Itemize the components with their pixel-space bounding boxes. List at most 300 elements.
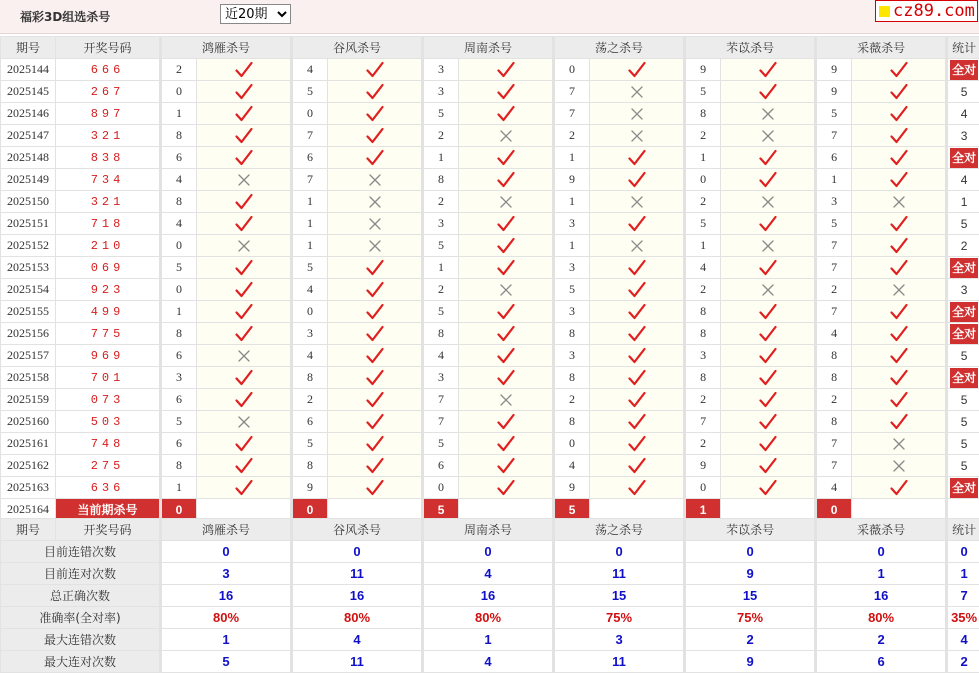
result-cell	[590, 455, 685, 477]
stats-label: 总正确次数	[1, 585, 161, 607]
check-icon	[889, 126, 909, 146]
result-cell	[852, 147, 947, 169]
period-cell: 2025148	[1, 147, 56, 169]
result-cell	[459, 213, 554, 235]
stat-cell: 2	[947, 235, 979, 257]
cross-icon	[365, 214, 385, 234]
kill-number-cell: 5	[685, 81, 721, 103]
result-cell	[721, 433, 816, 455]
cross-icon	[496, 390, 516, 410]
stats-value: 4	[292, 629, 423, 651]
check-icon	[627, 60, 647, 80]
result-cell	[590, 411, 685, 433]
check-icon	[758, 434, 778, 454]
stats-value: 15	[554, 585, 685, 607]
check-icon	[889, 214, 909, 234]
check-icon	[889, 170, 909, 190]
kill-number-cell: 2	[423, 191, 459, 213]
check-icon	[627, 456, 647, 476]
cross-icon	[496, 192, 516, 212]
result-cell	[721, 301, 816, 323]
stats-value: 3	[161, 563, 292, 585]
kill-number-cell: 3	[292, 323, 328, 345]
stat-cell	[947, 301, 979, 323]
result-cell	[197, 389, 292, 411]
result-cell	[590, 323, 685, 345]
all-correct-badge: 全对	[950, 302, 978, 322]
result-cell	[328, 367, 423, 389]
kill-number-cell: 2	[685, 191, 721, 213]
check-icon	[758, 148, 778, 168]
result-cell	[328, 213, 423, 235]
result-cell	[590, 345, 685, 367]
result-cell	[197, 411, 292, 433]
kill-number-cell: 7	[816, 235, 852, 257]
stats-label: 目前连错次数	[1, 541, 161, 563]
page-title: 福彩3D组选杀号	[20, 8, 110, 25]
table-row	[1, 411, 979, 433]
kill-number-cell: 8	[554, 323, 590, 345]
kill-number-cell: 7	[423, 389, 459, 411]
kill-number-cell: 8	[161, 191, 197, 213]
draw-number-cell: 666	[56, 59, 161, 81]
kill-number-cell: 8	[685, 103, 721, 125]
stats-value: 2	[685, 629, 816, 651]
table-row	[1, 477, 979, 499]
result-cell	[459, 411, 554, 433]
result-cell	[590, 301, 685, 323]
col-header-predictor: 周南杀号	[423, 37, 554, 59]
check-icon	[365, 82, 385, 102]
table-row	[1, 169, 979, 191]
check-icon	[365, 104, 385, 124]
check-icon	[758, 302, 778, 322]
result-cell	[328, 147, 423, 169]
check-icon	[889, 148, 909, 168]
kill-number-cell: 2	[816, 389, 852, 411]
draw-number-cell: 503	[56, 411, 161, 433]
stats-value: 3	[554, 629, 685, 651]
kill-number-cell: 2	[423, 125, 459, 147]
stat-cell: 5	[947, 213, 979, 235]
all-correct-badge: 全对	[950, 478, 978, 498]
col-header-predictor: 鸿雁杀号	[161, 37, 292, 59]
check-icon	[496, 82, 516, 102]
table-row	[1, 389, 979, 411]
cross-icon	[889, 456, 909, 476]
kill-number-cell: 2	[292, 389, 328, 411]
kill-number-cell: 1	[423, 257, 459, 279]
check-icon	[889, 302, 909, 322]
kill-number-cell: 1	[554, 147, 590, 169]
period-cell: 2025158	[1, 367, 56, 389]
stats-value: 80%	[161, 607, 292, 629]
result-cell	[328, 477, 423, 499]
check-icon	[758, 214, 778, 234]
check-icon	[496, 368, 516, 388]
kill-number-cell: 0	[685, 169, 721, 191]
stats-row	[1, 651, 979, 673]
range-select[interactable]	[220, 4, 291, 24]
result-cell	[590, 389, 685, 411]
check-icon	[627, 412, 647, 432]
result-cell	[459, 323, 554, 345]
result-cell	[590, 477, 685, 499]
result-cell	[328, 81, 423, 103]
result-cell	[852, 257, 947, 279]
result-cell	[197, 323, 292, 345]
check-icon	[627, 368, 647, 388]
col-header-predictor: 谷风杀号	[292, 37, 423, 59]
result-cell	[590, 169, 685, 191]
check-icon	[496, 412, 516, 432]
kill-number-cell: 0	[161, 279, 197, 301]
result-cell	[852, 103, 947, 125]
check-icon	[365, 434, 385, 454]
stats-value: 75%	[685, 607, 816, 629]
result-cell	[328, 235, 423, 257]
kill-number-cell: 7	[685, 411, 721, 433]
check-icon	[758, 478, 778, 498]
period-cell: 2025160	[1, 411, 56, 433]
draw-number-cell: 775	[56, 323, 161, 345]
kill-number-cell: 5	[292, 81, 328, 103]
check-icon	[496, 170, 516, 190]
table-row	[1, 301, 979, 323]
stats-total: 4	[947, 629, 979, 651]
table-row	[1, 455, 979, 477]
cross-icon	[758, 236, 778, 256]
result-cell	[590, 191, 685, 213]
kill-number-cell: 3	[423, 213, 459, 235]
stat-cell: 5	[947, 389, 979, 411]
result-cell	[721, 103, 816, 125]
check-icon	[889, 390, 909, 410]
check-icon	[758, 456, 778, 476]
top-bar	[0, 0, 979, 34]
check-icon	[234, 280, 254, 300]
result-cell	[197, 301, 292, 323]
period-cell: 2025145	[1, 81, 56, 103]
stats-label: 最大连对次数	[1, 651, 161, 673]
kill-number-cell: 7	[554, 81, 590, 103]
cross-icon	[234, 170, 254, 190]
stats-header-predictor: 芣苡杀号	[685, 519, 816, 541]
check-icon	[889, 478, 909, 498]
cross-icon	[496, 280, 516, 300]
check-icon	[758, 258, 778, 278]
period-cell: 2025146	[1, 103, 56, 125]
check-icon	[496, 104, 516, 124]
check-icon	[365, 302, 385, 322]
stats-value: 80%	[292, 607, 423, 629]
stat-cell: 5	[947, 433, 979, 455]
check-icon	[234, 302, 254, 322]
kill-number-cell: 9	[816, 59, 852, 81]
result-cell	[852, 169, 947, 191]
kill-number-cell: 1	[292, 235, 328, 257]
check-icon	[234, 390, 254, 410]
result-cell	[197, 433, 292, 455]
stat-cell: 4	[947, 169, 979, 191]
all-correct-badge: 全对	[950, 324, 978, 344]
result-cell	[852, 455, 947, 477]
stats-total: 1	[947, 563, 979, 585]
result-cell	[328, 279, 423, 301]
kill-number-cell: 5	[423, 433, 459, 455]
period-cell: 2025144	[1, 59, 56, 81]
check-icon	[234, 214, 254, 234]
kill-number-cell: 7	[816, 455, 852, 477]
table-row	[1, 345, 979, 367]
stat-cell: 3	[947, 125, 979, 147]
cross-icon	[234, 346, 254, 366]
result-cell	[590, 257, 685, 279]
site-logo[interactable]	[875, 0, 978, 22]
period-cell: 2025157	[1, 345, 56, 367]
check-icon	[889, 324, 909, 344]
current-kill-number: 0	[161, 499, 197, 521]
check-icon	[234, 126, 254, 146]
stats-value: 1	[816, 563, 947, 585]
kill-number-cell: 8	[161, 323, 197, 345]
kill-number-cell: 5	[554, 279, 590, 301]
result-cell	[721, 59, 816, 81]
draw-number-cell: 923	[56, 279, 161, 301]
result-cell	[459, 477, 554, 499]
stats-header-stat: 统计	[947, 519, 979, 541]
check-icon	[889, 346, 909, 366]
kill-number-cell: 5	[161, 257, 197, 279]
kill-number-cell: 1	[685, 235, 721, 257]
stat-cell	[947, 59, 979, 81]
kill-number-cell: 8	[161, 455, 197, 477]
result-cell	[852, 367, 947, 389]
kill-number-cell: 0	[292, 301, 328, 323]
draw-number-cell: 321	[56, 125, 161, 147]
stats-row	[1, 585, 979, 607]
result-cell	[459, 301, 554, 323]
cross-icon	[758, 192, 778, 212]
kill-number-cell: 2	[554, 389, 590, 411]
kill-number-cell: 5	[423, 103, 459, 125]
result-cell	[590, 433, 685, 455]
result-cell	[721, 411, 816, 433]
check-icon	[496, 302, 516, 322]
kill-number-cell: 5	[685, 213, 721, 235]
cross-icon	[758, 126, 778, 146]
stats-value: 15	[685, 585, 816, 607]
kill-number-cell: 1	[292, 191, 328, 213]
result-cell	[852, 477, 947, 499]
check-icon	[758, 368, 778, 388]
cross-icon	[758, 104, 778, 124]
table-row	[1, 367, 979, 389]
stats-value: 80%	[816, 607, 947, 629]
result-cell	[197, 279, 292, 301]
check-icon	[627, 346, 647, 366]
stats-total: 7	[947, 585, 979, 607]
result-cell	[852, 235, 947, 257]
kill-number-cell: 2	[685, 125, 721, 147]
result-cell	[197, 345, 292, 367]
check-icon	[365, 478, 385, 498]
period-cell: 2025161	[1, 433, 56, 455]
result-cell	[721, 191, 816, 213]
kill-number-cell: 5	[423, 301, 459, 323]
stats-value: 80%	[423, 607, 554, 629]
stats-value: 0	[161, 541, 292, 563]
table-row	[1, 235, 979, 257]
col-header-predictor: 采薇杀号	[816, 37, 947, 59]
kill-number-cell: 1	[161, 477, 197, 499]
result-cell	[459, 191, 554, 213]
check-icon	[234, 456, 254, 476]
cross-icon	[234, 412, 254, 432]
kill-number-cell: 6	[423, 455, 459, 477]
col-header-predictor: 芣苡杀号	[685, 37, 816, 59]
stats-header-predictor: 荡之杀号	[554, 519, 685, 541]
result-cell	[197, 213, 292, 235]
cross-icon	[365, 236, 385, 256]
kill-number-cell: 3	[423, 59, 459, 81]
period-cell: 2025147	[1, 125, 56, 147]
stat-cell	[947, 367, 979, 389]
kill-number-cell: 0	[423, 477, 459, 499]
logo-square-icon	[879, 6, 890, 17]
result-cell	[852, 125, 947, 147]
check-icon	[627, 324, 647, 344]
result-cell	[852, 213, 947, 235]
stats-value: 0	[292, 541, 423, 563]
draw-number-cell: 275	[56, 455, 161, 477]
result-cell	[197, 191, 292, 213]
stats-value: 6	[816, 651, 947, 673]
check-icon	[496, 60, 516, 80]
table-row	[1, 257, 979, 279]
result-cell	[721, 125, 816, 147]
result-cell	[852, 345, 947, 367]
kill-number-cell: 4	[161, 169, 197, 191]
kill-number-cell: 1	[423, 147, 459, 169]
kill-number-cell: 2	[816, 279, 852, 301]
result-cell	[721, 147, 816, 169]
logo-text: cz89.com	[893, 1, 975, 21]
result-cell	[197, 125, 292, 147]
kill-number-cell: 7	[554, 103, 590, 125]
result-cell	[459, 81, 554, 103]
result-cell	[721, 279, 816, 301]
check-icon	[234, 104, 254, 124]
period-cell: 2025152	[1, 235, 56, 257]
stats-total: 35%	[947, 607, 979, 629]
result-cell	[721, 169, 816, 191]
table-header-row	[1, 37, 979, 59]
stat-cell: 4	[947, 103, 979, 125]
kill-number-cell: 7	[292, 125, 328, 147]
table-row	[1, 103, 979, 125]
result-cell	[328, 125, 423, 147]
stats-label: 目前连对次数	[1, 563, 161, 585]
kill-number-cell: 3	[685, 345, 721, 367]
check-icon	[889, 104, 909, 124]
result-cell	[721, 345, 816, 367]
check-icon	[889, 258, 909, 278]
kill-number-cell: 1	[816, 169, 852, 191]
period-cell: 2025151	[1, 213, 56, 235]
kill-number-cell: 8	[685, 323, 721, 345]
check-icon	[627, 434, 647, 454]
check-icon	[234, 434, 254, 454]
result-cell	[459, 345, 554, 367]
check-icon	[365, 346, 385, 366]
result-cell	[328, 345, 423, 367]
period-cell: 2025156	[1, 323, 56, 345]
result-cell	[197, 169, 292, 191]
stats-header-period: 期号	[1, 519, 56, 541]
kill-number-cell: 0	[554, 433, 590, 455]
current-kill-number: 0	[292, 499, 328, 521]
stats-value: 11	[292, 563, 423, 585]
stats-value: 9	[685, 563, 816, 585]
stats-header-predictor: 周南杀号	[423, 519, 554, 541]
result-cell	[590, 103, 685, 125]
kill-number-cell: 1	[554, 191, 590, 213]
kill-number-cell: 5	[816, 103, 852, 125]
stats-value: 0	[685, 541, 816, 563]
check-icon	[234, 258, 254, 278]
kill-number-cell: 1	[161, 301, 197, 323]
check-icon	[758, 82, 778, 102]
stats-label: 准确率(全对率)	[1, 607, 161, 629]
kill-number-cell: 3	[161, 367, 197, 389]
stats-value: 16	[816, 585, 947, 607]
kill-number-cell: 7	[816, 301, 852, 323]
kill-number-cell: 8	[554, 367, 590, 389]
stats-value: 1	[161, 629, 292, 651]
check-icon	[627, 280, 647, 300]
result-cell	[197, 235, 292, 257]
table-row	[1, 191, 979, 213]
stats-value: 16	[292, 585, 423, 607]
check-icon	[758, 60, 778, 80]
result-cell	[721, 389, 816, 411]
kill-number-cell: 1	[685, 147, 721, 169]
stats-total: 2	[947, 651, 979, 673]
kill-number-cell: 4	[423, 345, 459, 367]
check-icon	[627, 214, 647, 234]
stats-header-draw: 开奖号码	[56, 519, 161, 541]
result-cell	[197, 455, 292, 477]
stats-total: 0	[947, 541, 979, 563]
kill-number-cell: 3	[554, 301, 590, 323]
kill-number-cell: 2	[685, 433, 721, 455]
check-icon	[758, 170, 778, 190]
kill-number-cell: 9	[554, 477, 590, 499]
kill-number-cell: 4	[816, 477, 852, 499]
kill-number-cell: 0	[685, 477, 721, 499]
check-icon	[365, 412, 385, 432]
current-kill-number: 0	[816, 499, 852, 521]
cross-icon	[627, 192, 647, 212]
period-cell: 2025162	[1, 455, 56, 477]
kill-number-cell: 2	[554, 125, 590, 147]
kill-number-cell: 4	[685, 257, 721, 279]
kill-number-cell: 0	[161, 235, 197, 257]
kill-number-cell: 8	[816, 411, 852, 433]
stats-label: 最大连错次数	[1, 629, 161, 651]
check-icon	[889, 412, 909, 432]
